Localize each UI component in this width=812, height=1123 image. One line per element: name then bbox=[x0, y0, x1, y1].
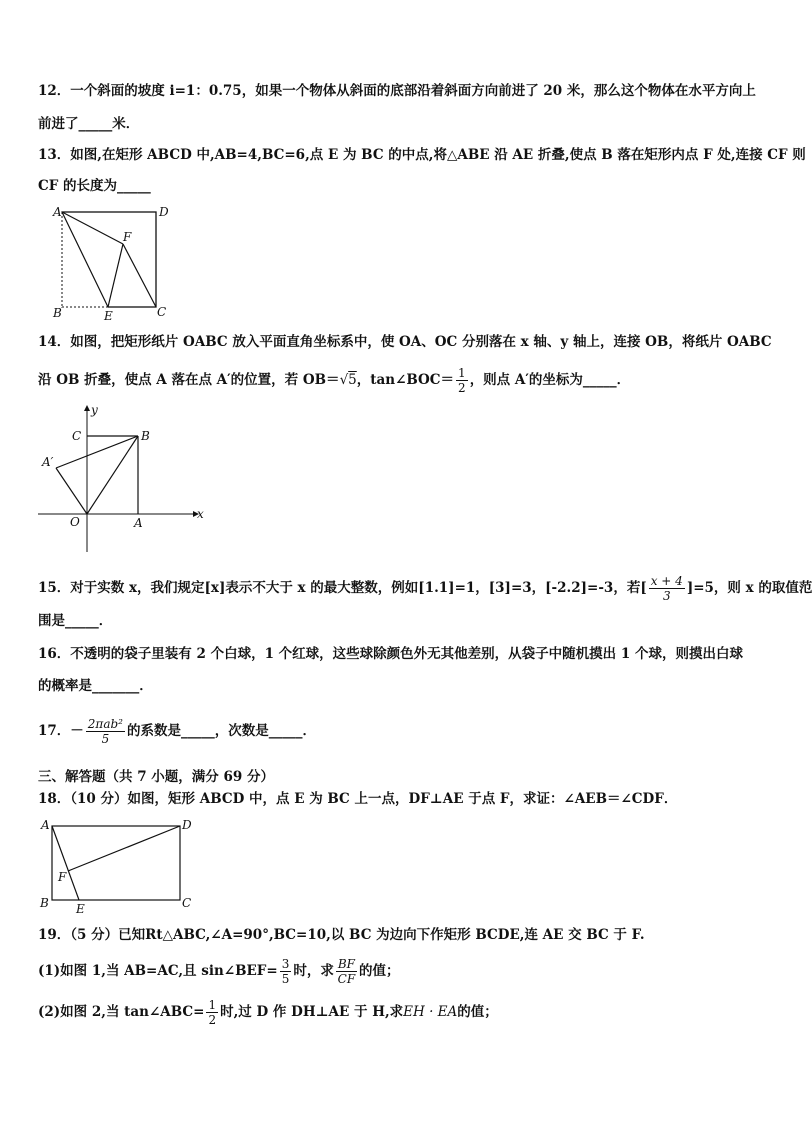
q14-sqrt-symbol: √ bbox=[339, 372, 349, 388]
q18-figure bbox=[36, 815, 201, 920]
q16-line1: 16．不透明的袋子里装有 2 个白球，1 个红球，这些球除颜色外无其他差别，从袋子中随机摸出 1 个球，则摸出白球 bbox=[38, 646, 743, 662]
q17-rest: 的系数是_____，次数是_____． bbox=[126, 723, 316, 739]
q18-label-f: F bbox=[58, 870, 67, 884]
q14-frac-num: 1 bbox=[458, 366, 466, 380]
q18-label-c: C bbox=[182, 896, 192, 910]
q18-label-a: A bbox=[41, 818, 50, 832]
q19-part2 bbox=[38, 995, 498, 1029]
q14-line-a-prime-b bbox=[56, 436, 138, 468]
q19-p1-fden: CF bbox=[337, 972, 356, 986]
q15-line1-b: ]=5，则 x 的取值范 bbox=[686, 580, 812, 596]
q14-label-b: B bbox=[141, 429, 150, 443]
q14-fraction bbox=[456, 366, 468, 395]
q14-line2-c: ，则点 A′的坐标为_____． bbox=[469, 372, 631, 388]
q19-p2-b: 时,过 D 作 DH⊥AE 于 H,求 bbox=[220, 1004, 404, 1020]
section-3-title: 三、解答题（共 7 小题，满分 69 分） bbox=[38, 769, 274, 785]
q13-line-ae bbox=[62, 212, 108, 307]
q19-p1-den: 5 bbox=[281, 972, 290, 986]
q14-label-y: y bbox=[91, 403, 98, 417]
q13-label-b: B bbox=[53, 306, 62, 320]
q18-line-df bbox=[68, 826, 180, 871]
q15-line1 bbox=[38, 574, 812, 603]
q15-line2: 围是_____． bbox=[38, 613, 113, 629]
q19-p1-b: 时，求 bbox=[293, 963, 334, 979]
q13-line1: 13．如图,在矩形 ABCD 中,AB=4,BC=6,点 E 为 BC 的中点,将△ABE 沿 AE 折叠,使点 B 落在矩形内点 F 处,连接 CF 则 bbox=[38, 147, 806, 163]
q19-line1: 19．（5 分）已知Rt△ABC,∠A=90°,BC=10,以 BC 为边向下作矩形 BCDE,连 AE 交 BC 于 F. bbox=[38, 927, 645, 943]
q13-line-fe bbox=[108, 244, 123, 307]
q19-p2-den: 2 bbox=[208, 1013, 217, 1027]
q14-label-a-prime: A′ bbox=[42, 455, 54, 469]
q15-fraction bbox=[649, 574, 685, 603]
q13-rect-top-right bbox=[62, 212, 156, 307]
q14-label-c: C bbox=[72, 429, 82, 443]
q14-line2-b: ，tan∠BOC＝ bbox=[356, 372, 455, 388]
q19-p1-num: 3 bbox=[281, 957, 290, 971]
q14-line2 bbox=[38, 366, 630, 395]
q19-p2-num: 1 bbox=[208, 998, 217, 1012]
q18-text: 18．（10 分）如图，矩形 ABCD 中，点 E 为 BC 上一点，DF⊥AE 于点 F，求证：∠AEB＝∠CDF． bbox=[38, 791, 678, 807]
q13-line-af bbox=[62, 212, 123, 244]
q19-p1-a: (1)如图 1,当 AB=AC,且 sin∠BEF= bbox=[38, 963, 278, 979]
q17-frac-num: 2πab² bbox=[87, 717, 123, 731]
q13-label-c: C bbox=[157, 305, 167, 319]
q15-frac-num: x + 4 bbox=[650, 574, 683, 588]
q19-part1 bbox=[38, 954, 400, 988]
q14-line-oa-prime bbox=[56, 468, 87, 514]
q13-label-e: E bbox=[104, 309, 113, 323]
q18-label-d: D bbox=[182, 818, 192, 832]
q19-p2-expr: EH · EA bbox=[403, 1004, 458, 1020]
q17-frac-den: 5 bbox=[101, 732, 110, 746]
q19-p2-c: 的值； bbox=[457, 1004, 498, 1020]
q13-label-a: A bbox=[53, 205, 62, 219]
q17-line bbox=[38, 714, 316, 748]
q14-figure bbox=[36, 402, 206, 557]
q18-rect bbox=[52, 826, 180, 900]
q14-label-a: A bbox=[134, 516, 143, 530]
q18-line-ae bbox=[52, 826, 79, 900]
q14-line1: 14．如图，把矩形纸片 OABC 放入平面直角坐标系中，使 OA、OC 分别落在 x 轴、y 轴上，连接 OB，将纸片 OABC bbox=[38, 334, 772, 350]
q14-line-ob bbox=[87, 436, 138, 514]
q13-label-f: F bbox=[123, 230, 132, 244]
q12-line2: 前进了_____米． bbox=[38, 116, 140, 132]
q16-line2: 的概率是_______． bbox=[38, 678, 153, 694]
q19-p2-frac bbox=[206, 998, 218, 1027]
q18-label-b: B bbox=[40, 896, 49, 910]
q14-label-o: O bbox=[70, 515, 80, 529]
q18-label-e: E bbox=[76, 902, 85, 916]
q19-p1-ratio bbox=[336, 957, 357, 986]
q17-prefix: 17．－ bbox=[38, 723, 84, 739]
q15-line1-a: 15．对于实数 x，我们规定[x]表示不大于 x 的最大整数，例如[1.1]=1，[3]=3，[-2.2]=-3，若[ bbox=[38, 580, 647, 596]
q19-p2-a: (2)如图 2,当 tan∠ABC= bbox=[38, 1004, 205, 1020]
q13-label-d: D bbox=[159, 205, 169, 219]
q19-p1-c: 的值； bbox=[359, 963, 400, 979]
q14-sqrt5: 5 bbox=[348, 372, 357, 388]
q13-line-fc bbox=[123, 244, 156, 307]
q19-p1-frac bbox=[280, 957, 292, 986]
q13-figure bbox=[48, 202, 178, 322]
q12-line1: 12．一个斜面的坡度 i=1：0.75，如果一个物体从斜面的底部沿着斜面方向前进了 20 米，那么这个物体在水平方向上 bbox=[38, 83, 756, 99]
q13-line2: CF 的长度为_____ bbox=[38, 178, 151, 194]
q19-p1-fnum: BF bbox=[337, 957, 355, 971]
q15-frac-den: 3 bbox=[662, 589, 671, 603]
q17-fraction bbox=[86, 717, 125, 746]
q14-label-x: x bbox=[197, 507, 204, 521]
q14-frac-den: 2 bbox=[458, 381, 466, 395]
q14-line2-a: 沿 OB 折叠，使点 A 落在点 A′的位置，若 OB＝ bbox=[38, 372, 340, 388]
